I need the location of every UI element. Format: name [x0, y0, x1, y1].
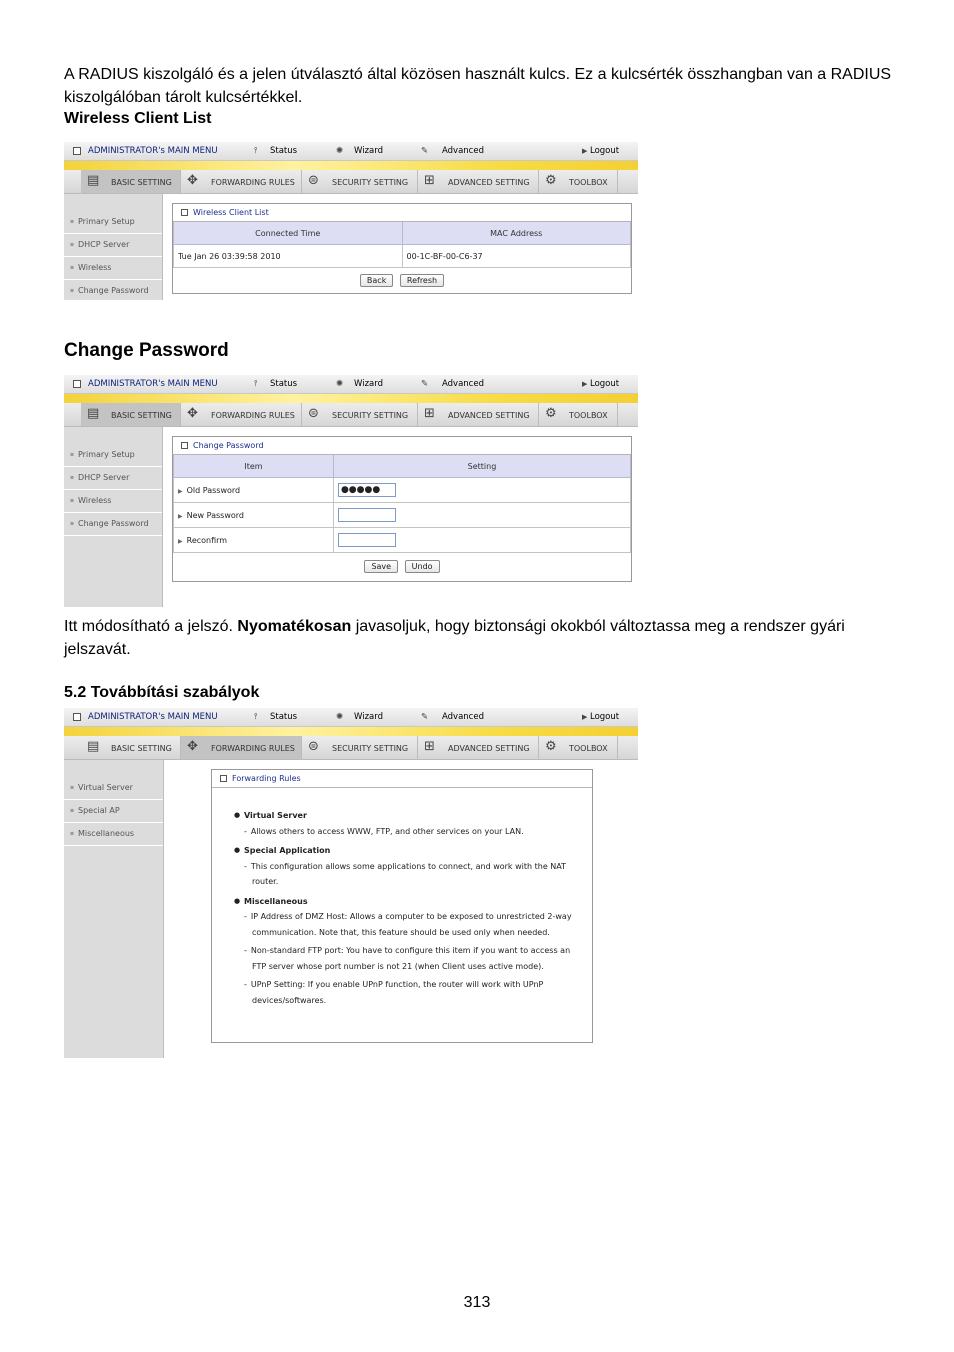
status-link[interactable]: Status: [270, 379, 298, 389]
tab-forwarding-rules[interactable]: ✥ FORWARDING RULES: [181, 736, 302, 759]
reconfirm-field[interactable]: [338, 533, 396, 547]
logout-arrow-icon: ▶: [582, 380, 588, 388]
col-mac-address: MAC Address: [402, 222, 631, 245]
col-setting: Setting: [333, 455, 630, 478]
logout-link[interactable]: Logout: [590, 712, 620, 722]
main-menu-link[interactable]: ADMINISTRATOR's MAIN MENU: [88, 146, 218, 156]
main-menu-link[interactable]: ADMINISTRATOR's MAIN MENU: [88, 379, 218, 389]
folder-icon: ▤: [87, 739, 100, 754]
folder-icon: ▤: [87, 173, 100, 188]
status-icon: ⫯: [254, 146, 258, 156]
dmz-description: - IP Address of DMZ Host: Allows a computer to be exposed to unrestricted 2-way communication. Note that, this feature should be used only when needed.: [244, 912, 572, 937]
advanced-icon: ✎: [421, 146, 429, 156]
heading-change-password: Change Password: [64, 340, 229, 361]
status-icon: ⫯: [254, 379, 258, 389]
panel-title: Forwarding Rules: [212, 770, 592, 788]
tab-forwarding-rules[interactable]: ✥ FORWARDING RULES: [181, 170, 302, 193]
advanced-setting-icon: ⊞: [424, 406, 435, 421]
menu-square-icon: [73, 380, 81, 388]
sidebar-item-primary-setup[interactable]: ▪ Primary Setup: [64, 444, 162, 467]
sidebar-item-change-password[interactable]: ▪ Change Password: [64, 280, 162, 303]
tab-security-setting[interactable]: ⊜ SECURITY SETTING: [302, 403, 418, 426]
sidebar-item-virtual-server[interactable]: ▪ Virtual Server: [64, 777, 163, 800]
old-password-field[interactable]: ●●●●●: [338, 483, 396, 497]
toolbox-icon: ⚙: [545, 173, 557, 188]
sidebar-item-change-password[interactable]: ▪ Change Password: [64, 513, 162, 536]
main-nav: [64, 736, 638, 760]
main-nav: [64, 403, 638, 427]
wizard-link[interactable]: Wizard: [354, 379, 383, 389]
logout-link[interactable]: Logout: [590, 379, 620, 389]
list-item-virtual-server[interactable]: ● Virtual Server: [234, 808, 582, 824]
col-item: Item: [174, 455, 334, 478]
table-row: [174, 503, 631, 528]
logout-arrow-icon: ▶: [582, 713, 588, 721]
toolbox-icon: ⚙: [545, 406, 557, 421]
advanced-setting-icon: ⊞: [424, 173, 435, 188]
sidebar: [64, 760, 164, 1058]
sidebar-item-wireless[interactable]: ▪ Wireless: [64, 257, 162, 280]
panel-title: Change Password: [173, 437, 631, 455]
sidebar-item-dhcp-server[interactable]: ▪ DHCP Server: [64, 234, 162, 257]
advanced-link[interactable]: Advanced: [442, 379, 484, 389]
heading-forwarding-rules: 5.2 Továbbítási szabályok: [64, 684, 260, 701]
virtual-server-description: - Allows others to access WWW, FTP, and other services on your LAN.: [244, 826, 524, 836]
yellow-band: [64, 727, 638, 736]
wizard-icon: ✺: [336, 712, 344, 722]
sidebar-item-wireless[interactable]: ▪ Wireless: [64, 490, 162, 513]
screenshot-change-password: [64, 375, 638, 607]
advanced-link[interactable]: Advanced: [442, 712, 484, 722]
page-number: 313: [463, 1294, 491, 1311]
back-button[interactable]: Back: [360, 274, 393, 287]
sidebar: [64, 194, 163, 300]
advanced-setting-icon: ⊞: [424, 739, 435, 754]
tab-toolbox[interactable]: ⚙ TOOLBOX: [539, 170, 618, 193]
content-area: [64, 760, 638, 1058]
tab-toolbox[interactable]: ⚙ TOOLBOX: [539, 403, 618, 426]
advanced-icon: ✎: [421, 712, 429, 722]
forward-icon: ✥: [187, 739, 198, 754]
screenshot-forwarding-rules: [64, 708, 638, 1058]
old-password-label: Old Password: [186, 485, 241, 495]
emphasis-text: Nyomatékosan: [237, 618, 352, 635]
screenshot-wireless-client-list: [64, 142, 638, 300]
reconfirm-label: Reconfirm: [186, 535, 228, 545]
tab-advanced-setting[interactable]: ⊞ ADVANCED SETTING: [418, 736, 539, 759]
save-button[interactable]: Save: [364, 560, 398, 573]
undo-button[interactable]: Undo: [405, 560, 440, 573]
tab-basic-setting[interactable]: ▤ BASIC SETTING: [81, 403, 181, 426]
security-icon: ⊜: [308, 739, 319, 754]
tab-security-setting[interactable]: ⊜ SECURITY SETTING: [302, 736, 418, 759]
wizard-icon: ✺: [336, 146, 344, 156]
forwarding-rules-panel: [211, 769, 593, 1043]
wizard-link[interactable]: Wizard: [354, 146, 383, 156]
list-item-special-application[interactable]: ● Special Application: [234, 843, 582, 859]
table-row: [174, 478, 631, 503]
advanced-icon: ✎: [421, 379, 429, 389]
tab-advanced-setting[interactable]: ⊞ ADVANCED SETTING: [418, 170, 539, 193]
tab-basic-setting[interactable]: ▤ BASIC SETTING: [81, 736, 181, 759]
status-icon: ⫯: [254, 712, 258, 722]
cell-mac-address: 00-1C-BF-00-C6-37: [402, 245, 631, 268]
client-table: [173, 222, 631, 268]
table-row: [174, 245, 631, 268]
tab-advanced-setting[interactable]: ⊞ ADVANCED SETTING: [418, 403, 539, 426]
main-menu-link[interactable]: ADMINISTRATOR's MAIN MENU: [88, 712, 218, 722]
tab-forwarding-rules[interactable]: ✥ FORWARDING RULES: [181, 403, 302, 426]
tab-security-setting[interactable]: ⊜ SECURITY SETTING: [302, 170, 418, 193]
note-paragraph: Itt módosítható a jelszó. Nyomatékosan javasoljuk, hogy biztonsági okokból változtassa meg a rendszer gyári jelszavát.: [64, 618, 845, 658]
content-area: [64, 194, 638, 300]
ftp-port-description: - Non-standard FTP port: You have to configure this item if you want to access an FTP server whose port number is not 21 (when Client uses active mode).: [244, 946, 571, 971]
content-area: [64, 427, 638, 607]
tab-basic-setting[interactable]: ▤ BASIC SETTING: [81, 170, 181, 193]
new-password-field[interactable]: [338, 508, 396, 522]
yellow-band: [64, 394, 638, 403]
sidebar-item-primary-setup[interactable]: ▪ Primary Setup: [64, 211, 162, 234]
sidebar-item-miscellaneous[interactable]: ▪ Miscellaneous: [64, 823, 163, 846]
status-link[interactable]: Status: [270, 712, 298, 722]
wireless-client-panel: [172, 203, 632, 294]
top-menu-bar: [64, 708, 638, 727]
sidebar: [64, 427, 163, 607]
tab-toolbox[interactable]: ⚙ TOOLBOX: [539, 736, 618, 759]
list-item-miscellaneous[interactable]: ● Miscellaneous: [234, 894, 582, 910]
password-table: [173, 455, 631, 553]
forward-icon: ✥: [187, 406, 198, 421]
col-connected-time: Connected Time: [174, 222, 403, 245]
upnp-description: - UPnP Setting: If you enable UPnP function, the router will work with UPnP devices/softwares.: [244, 980, 544, 1005]
logout-arrow-icon: ▶: [582, 147, 588, 155]
change-password-panel: [172, 436, 632, 582]
toolbox-icon: ⚙: [545, 739, 557, 754]
sidebar-item-special-ap[interactable]: ▪ Special AP: [64, 800, 163, 823]
top-menu-bar: [64, 375, 638, 394]
cell-connected-time: Tue Jan 26 03:39:58 2010: [174, 245, 403, 268]
table-row: [174, 528, 631, 553]
intro-paragraph: A RADIUS kiszolgáló és a jelen útválasztó által közösen használt kulcs. Ez a kulcsérték összhangban van a RADIUS kiszolgálóban tárolt kulcsértékkel.: [64, 66, 892, 106]
folder-icon: ▤: [87, 406, 100, 421]
caret-right-icon: ▶: [178, 487, 183, 495]
wizard-icon: ✺: [336, 379, 344, 389]
wizard-link[interactable]: Wizard: [354, 712, 383, 722]
caret-right-icon: ▶: [178, 537, 183, 545]
status-link[interactable]: Status: [270, 146, 298, 156]
main-nav: [64, 170, 638, 194]
logout-link[interactable]: Logout: [590, 146, 620, 156]
special-application-description: - This configuration allows some applications to connect, and work with the NAT router.: [244, 861, 567, 886]
security-icon: ⊜: [308, 406, 319, 421]
security-icon: ⊜: [308, 173, 319, 188]
menu-square-icon: [73, 713, 81, 721]
rules-list: [212, 788, 592, 1008]
sidebar-item-dhcp-server[interactable]: ▪ DHCP Server: [64, 467, 162, 490]
panel-title: Wireless Client List: [173, 204, 631, 222]
yellow-band: [64, 161, 638, 170]
advanced-link[interactable]: Advanced: [442, 146, 484, 156]
new-password-label: New Password: [186, 510, 244, 520]
caret-right-icon: ▶: [178, 512, 183, 520]
heading-wireless-client-list: Wireless Client List: [64, 110, 212, 127]
top-menu-bar: [64, 142, 638, 161]
menu-square-icon: [73, 147, 81, 155]
refresh-button[interactable]: Refresh: [400, 274, 444, 287]
forward-icon: ✥: [187, 173, 198, 188]
